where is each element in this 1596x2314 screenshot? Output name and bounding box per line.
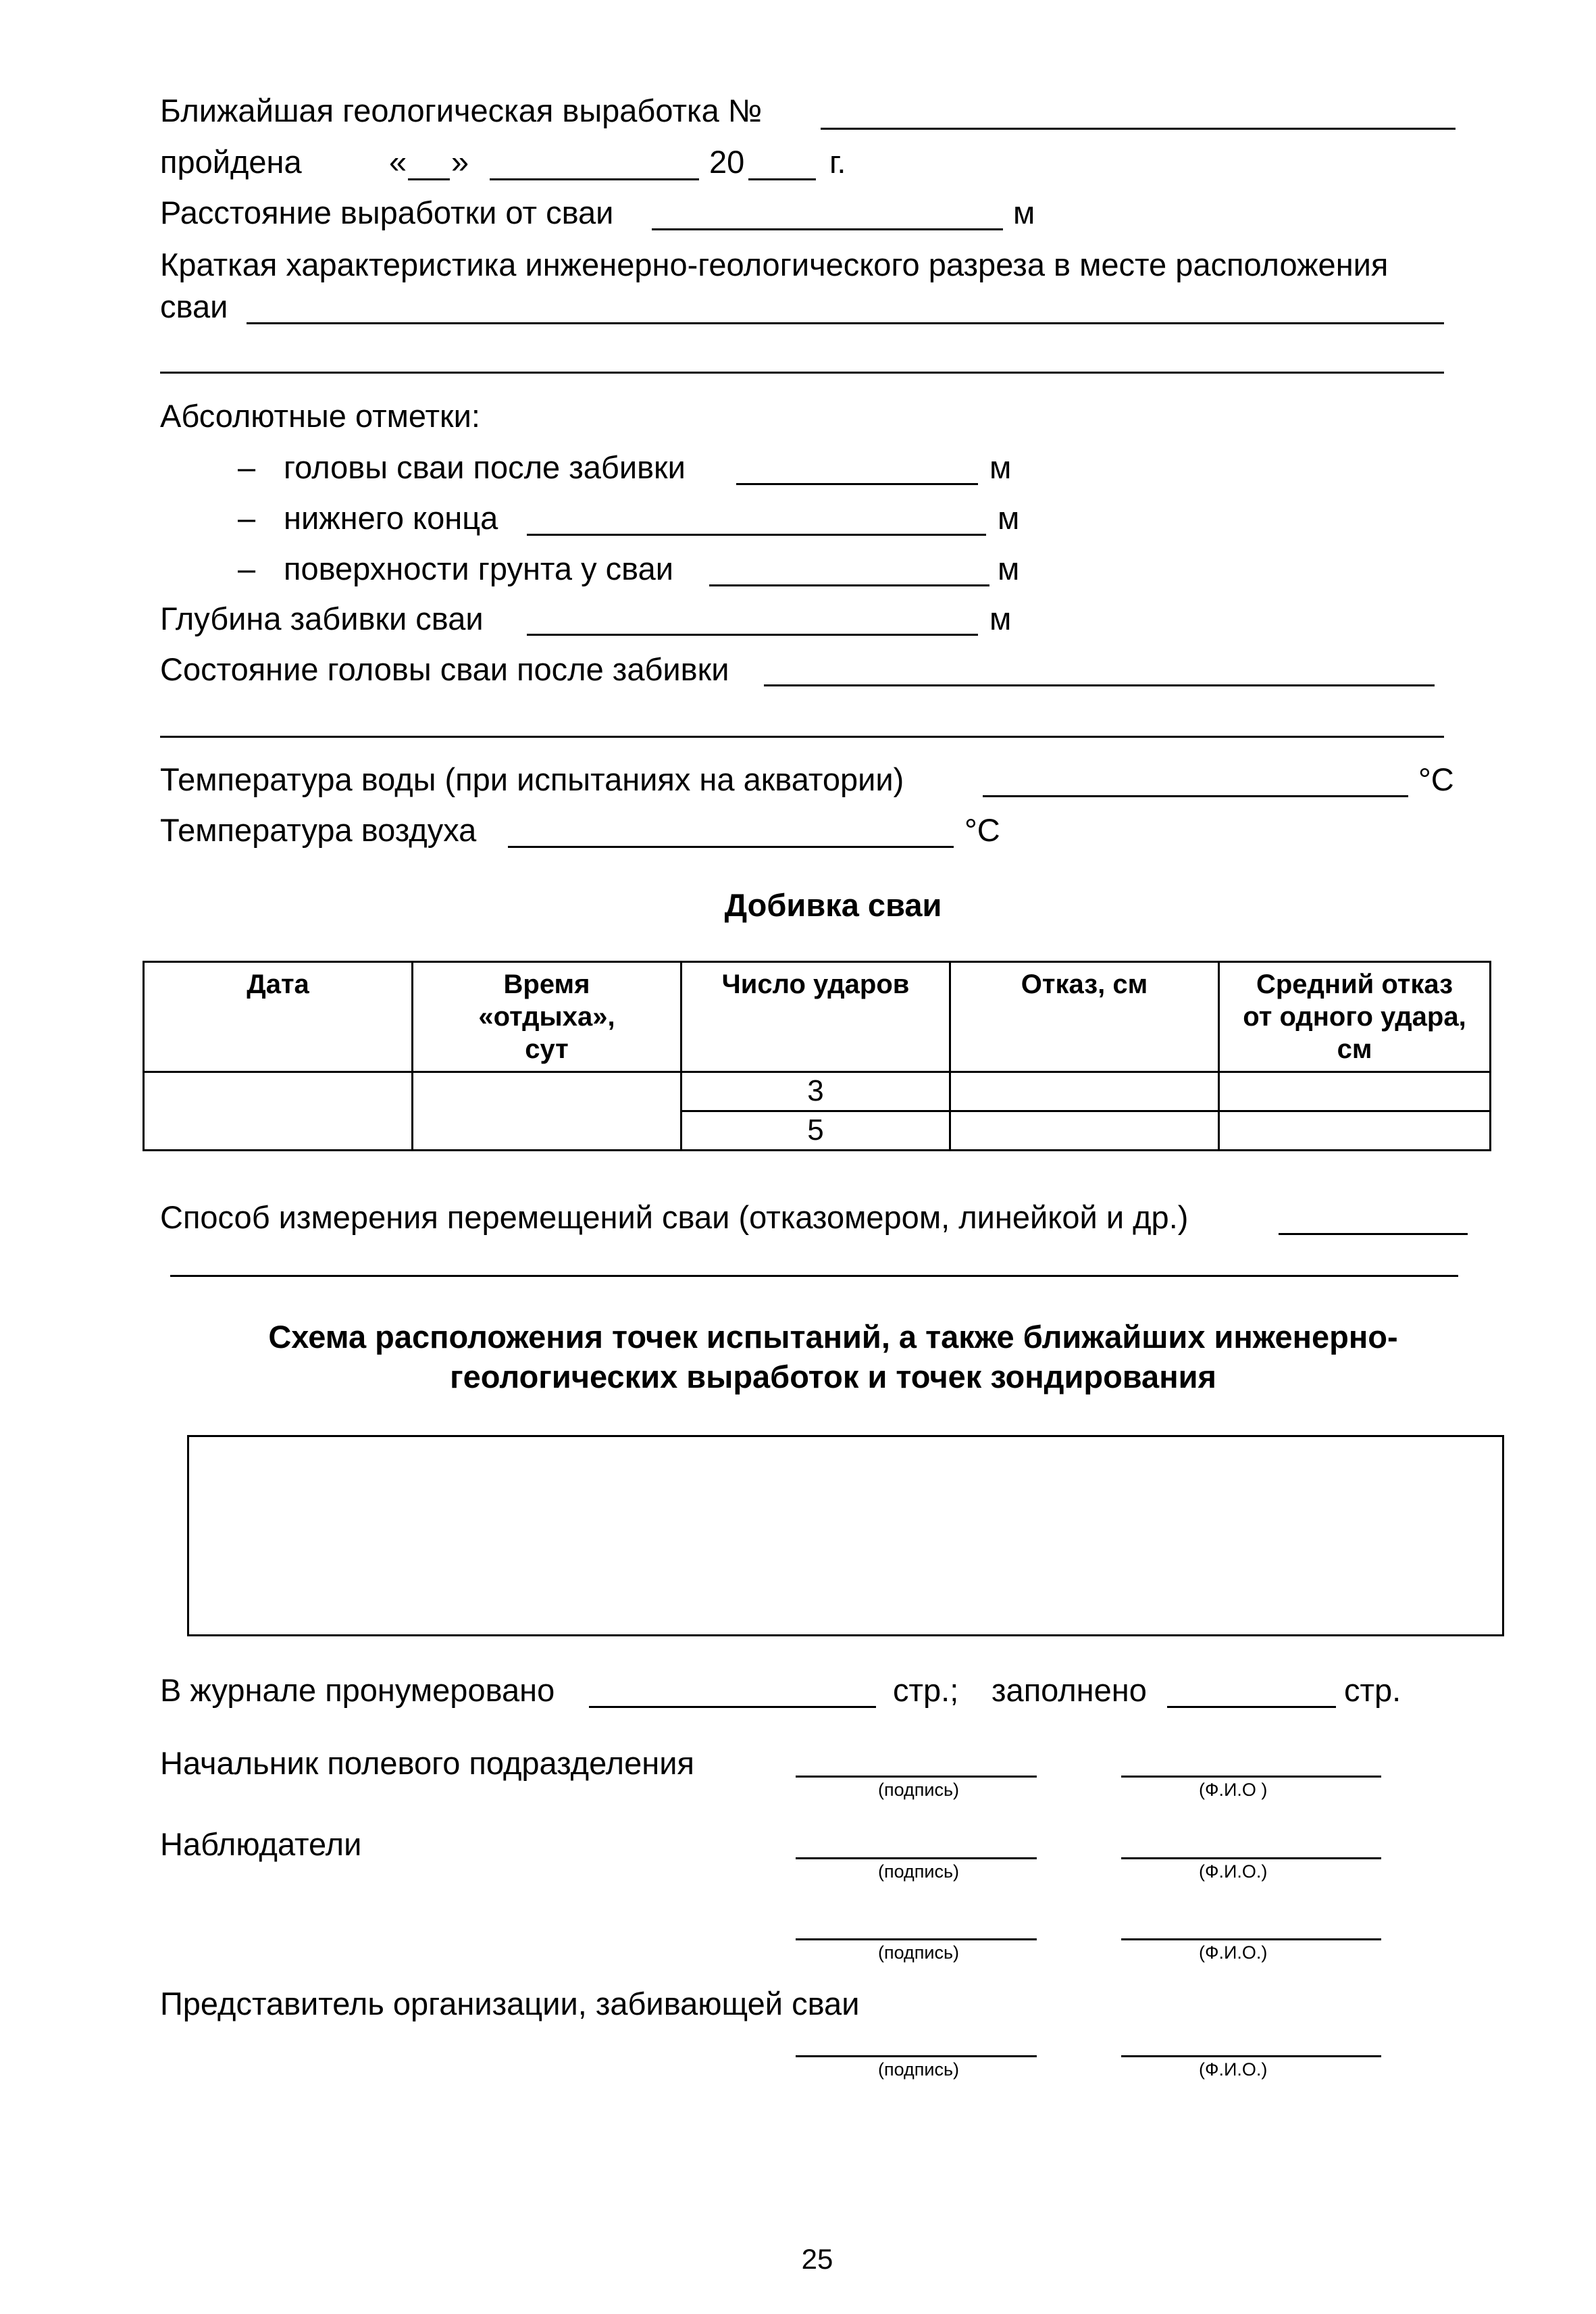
quote-close: » — [451, 144, 469, 180]
dash-2: – — [238, 500, 256, 536]
dash-1: – — [238, 449, 256, 485]
header-avg-refusal-text: Средний отказ от одного удара, см — [1243, 970, 1466, 1064]
ground-surface-label: поверхности грунта у сваи — [284, 551, 674, 586]
header-date: Дата — [144, 962, 413, 1072]
representative-signature-caption: (подпись) — [878, 2059, 960, 2080]
water-temp-unit: °С — [1418, 761, 1454, 797]
observer1-name-caption: (Ф.И.О.) — [1199, 1861, 1268, 1882]
absolute-marks-title: Абсолютные отметки: — [160, 398, 480, 434]
chief-name-caption: (Ф.И.О ) — [1199, 1780, 1268, 1800]
cell-refusal[interactable] — [950, 1072, 1219, 1111]
filled-pages-unit: стр. — [1344, 1672, 1401, 1708]
head-state-field-2[interactable] — [160, 736, 1444, 738]
cell-date[interactable] — [144, 1072, 413, 1151]
driving-depth-label: Глубина забивки сваи — [160, 601, 484, 636]
observers-label: Наблюдатели — [160, 1826, 362, 1862]
cell-rest-time[interactable] — [413, 1072, 681, 1151]
cell-avg-refusal[interactable] — [1219, 1111, 1491, 1151]
numbered-label: В журнале пронумеровано — [160, 1672, 555, 1708]
observer1-name-field[interactable] — [1121, 1857, 1381, 1859]
air-temp-label: Температура воздуха — [160, 812, 477, 848]
head-mark-label: головы сваи после забивки — [284, 449, 686, 485]
year-suffix: г. — [829, 144, 846, 180]
scheme-drawing-box[interactable] — [187, 1435, 1504, 1636]
air-temp-unit: °С — [964, 812, 1000, 848]
method-field-2[interactable] — [170, 1275, 1458, 1277]
scheme-title-line1: Схема расположения точек испытаний, а также ближайших инженерно- — [268, 1319, 1398, 1355]
filled-field[interactable] — [1167, 1706, 1336, 1708]
nearest-working-label: Ближайшая геологическая выработка № — [160, 93, 763, 128]
observer2-signature-field[interactable] — [796, 1938, 1037, 1940]
nearest-working-field[interactable] — [821, 128, 1456, 130]
observer2-signature-caption: (подпись) — [878, 1942, 960, 1963]
header-blows: Число ударов — [681, 962, 950, 1072]
head-state-field-1[interactable] — [764, 684, 1435, 686]
cell-blows: 3 — [681, 1072, 950, 1111]
driving-depth-unit: м — [989, 601, 1012, 636]
water-temp-label: Температура воды (при испытаниях на акватории) — [160, 761, 904, 797]
distance-field[interactable] — [652, 228, 1003, 230]
quote-open: « — [389, 144, 407, 180]
air-temp-field[interactable] — [508, 846, 954, 848]
characteristic-label-cont: сваи — [160, 288, 228, 324]
characteristic-field-2[interactable] — [160, 372, 1444, 374]
scheme-title-line2: геологических выработок и точек зондирования — [450, 1359, 1216, 1394]
head-mark-unit: м — [989, 449, 1012, 485]
method-field-1[interactable] — [1279, 1233, 1468, 1235]
cell-avg-refusal[interactable] — [1219, 1072, 1491, 1111]
month-field[interactable] — [490, 178, 699, 180]
chief-signature-caption: (подпись) — [878, 1780, 960, 1800]
table-header-row — [144, 962, 1491, 1072]
passed-label: пройдена — [160, 144, 302, 180]
ground-surface-field[interactable] — [709, 584, 989, 586]
driving-table — [143, 961, 1491, 1151]
distance-label: Расстояние выработки от сваи — [160, 195, 614, 230]
bottom-end-unit: м — [998, 500, 1020, 536]
year-prefix: 20 — [709, 144, 745, 180]
cell-refusal[interactable] — [950, 1111, 1219, 1151]
header-avg-refusal — [1219, 962, 1491, 1072]
day-field[interactable] — [408, 178, 450, 180]
representative-name-caption: (Ф.И.О.) — [1199, 2059, 1268, 2080]
observer1-signature-caption: (подпись) — [878, 1861, 960, 1882]
characteristic-field-1[interactable] — [247, 322, 1444, 324]
header-refusal: Отказ, см — [950, 962, 1219, 1072]
filled-label: заполнено — [992, 1672, 1147, 1708]
numbered-field[interactable] — [589, 1706, 876, 1708]
bottom-end-field[interactable] — [527, 534, 986, 536]
distance-unit: м — [1013, 195, 1035, 230]
page-number: 25 — [801, 2243, 833, 2275]
table-title: Добивка сваи — [724, 887, 942, 923]
characteristic-label: Краткая характеристика инженерно-геологического разреза в месте расположения — [160, 247, 1389, 282]
numbered-pages-unit: стр.; — [893, 1672, 959, 1708]
observer2-name-field[interactable] — [1121, 1938, 1381, 1940]
method-label: Способ измерения перемещений сваи (отказомером, линейкой и др.) — [160, 1199, 1189, 1235]
chief-signature-field[interactable] — [796, 1776, 1037, 1778]
representative-name-field[interactable] — [1121, 2055, 1381, 2057]
bottom-end-label: нижнего конца — [284, 500, 498, 536]
header-rest-time — [413, 962, 681, 1072]
dash-3: – — [238, 551, 256, 586]
observer1-signature-field[interactable] — [796, 1857, 1037, 1859]
head-mark-field[interactable] — [736, 483, 978, 485]
cell-blows: 5 — [681, 1111, 950, 1151]
table-row — [144, 1072, 1491, 1111]
header-rest-time-text: Время «отдыха», сут — [478, 970, 615, 1064]
driving-depth-field[interactable] — [527, 634, 978, 636]
representative-label: Представитель организации, забивающей сваи — [160, 1986, 860, 2021]
water-temp-field[interactable] — [983, 795, 1408, 797]
head-state-label: Состояние головы сваи после забивки — [160, 651, 729, 687]
chief-name-field[interactable] — [1121, 1776, 1381, 1778]
chief-label: Начальник полевого подразделения — [160, 1745, 694, 1781]
year-field[interactable] — [748, 178, 816, 180]
representative-signature-field[interactable] — [796, 2055, 1037, 2057]
ground-surface-unit: м — [998, 551, 1020, 586]
observer2-name-caption: (Ф.И.О.) — [1199, 1942, 1268, 1963]
